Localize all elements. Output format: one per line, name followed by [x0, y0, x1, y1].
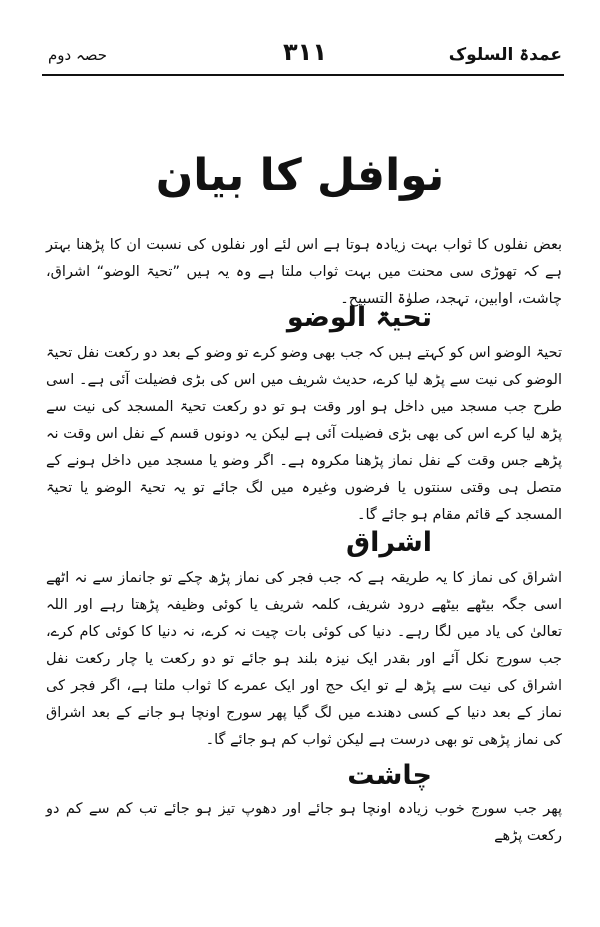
- intro-paragraph: [46, 232, 562, 313]
- ishraq-text: اشراق کی نماز کا یہ طریقہ ہے کہ جب فجر کی نماز پڑھ چکے تو جانماز سے نہ اٹھے اسی جگہ بیٹھے بیٹھے درود شریف، کلمہ شریف یا کوئی وظیفہ پڑھتا رہے اور اللہ تعالیٰ کی یاد میں لگا رہے۔ دنیا کی کوئی بات چیت نہ کرے، نہ دنیا کا کوئی کام کرے، جب سورج نکل آئے اور بقدر ایک نیزہ بلند ہو جائے تو دو رکعت یا چار رکعت نفل اشراق کی نیت سے پڑھ لے تو ایک حج اور ایک عمرے کا ثواب ملتا ہے، اگر فجر کی نماز کے بعد دنیا کے کسی دھندے میں لگ گیا پھر سورج اونچا ہو جانے کے بعد اشراق کی نماز پڑھی تو بھی درست ہے لیکن ثواب کم ہو جائے گا۔: [46, 570, 562, 748]
- ishraq-paragraph: [46, 565, 562, 754]
- chasht-text: پھر جب سورج خوب زیادہ اونچا ہو جائے اور دھوپ تیز ہو جائے تب کم سے کم دو رکعت پڑھے: [46, 801, 562, 844]
- tahiyyat-text: تحیۃ الوضو اس کو کہتے ہیں کہ جب بھی وضو کرے تو وضو کے بعد دو رکعت نفل تحیۃ الوضو کی نیت سے پڑھ لیا کرے، حدیث شریف میں اس کی بڑی فضیلت آئی ہے۔ اسی طرح جب مسجد میں داخل ہو اور وقت ہو تو دو رکعت تحیۃ المسجد کی نیت سے پڑھ لیا کرے اس کی بھی بڑی فضیلت آئی ہے لیکن یہ دونوں قسم کے نفل اس وقت نہ پڑھے جس وقت کے نفل نماز پڑھنا مکروہ ہے۔ اگر وضو یا مسجد میں داخل ہونے کے متصل ہی وقتی سنتوں یا فرضوں وغیرہ میں لگ جائے تو یہ تحیۃ الوضو یا تحیۃ المسجد کے قائم مقام ہو جائے گا۔: [46, 345, 562, 523]
- page-number: ۳۱۱: [283, 38, 327, 66]
- running-header: [48, 38, 562, 72]
- chasht-heading: چاشت: [347, 760, 432, 791]
- intro-text: بعض نفلوں کا ثواب بہت زیادہ ہوتا ہے اس لئے اور نفلوں کی نسبت ان کا پڑھنا بہتر ہے کہ تھوڑی سی محنت میں بہت ثواب ملتا ہے وہ یہ ہیں ”تحیۃ الوضو“ اشراق، چاشت، اوابین، تہجد، صلوٰۃ التسبیح۔: [46, 237, 562, 307]
- chapter-title: نوافل کا بیان: [155, 150, 445, 201]
- header-divider: [42, 74, 564, 76]
- tahiyyat-heading: تحیۃ الوضو: [286, 302, 432, 333]
- tahiyyat-paragraph: [46, 340, 562, 529]
- chasht-paragraph: [46, 796, 562, 850]
- part-label: حصہ دوم: [48, 46, 108, 64]
- ishraq-heading: اشراق: [346, 527, 432, 558]
- book-title: عمدۃ السلوک: [448, 45, 562, 65]
